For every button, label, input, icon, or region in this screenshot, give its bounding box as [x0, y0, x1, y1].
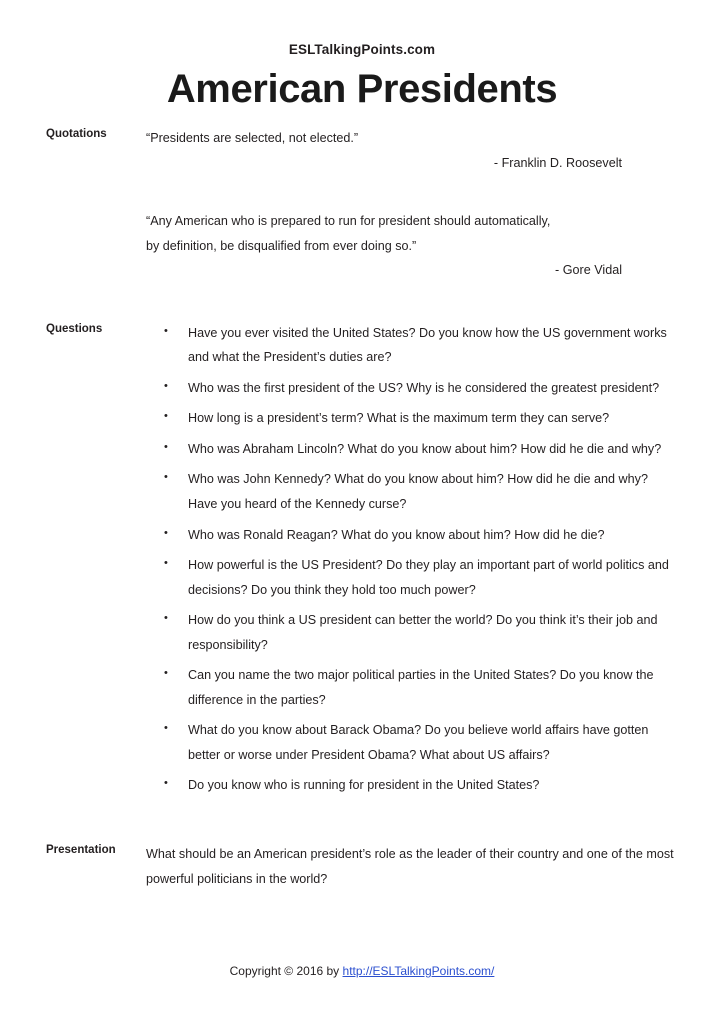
question-text: Can you name the two major political parties in the United States? Do you know the difference in the parties? [188, 668, 654, 707]
presentation-text: What should be an American president’s role as the leader of their country and one of the most powerful politicians in the world? [146, 847, 674, 886]
bullet-icon: • [164, 777, 168, 790]
quotation-2-line-2: by definition, be disqualified from ever doing so.” [146, 238, 417, 253]
copyright-text: Copyright © 2016 by [229, 964, 343, 978]
question-text: Have you ever visited the United States? Do you know how the US government works and what the President’s duties are? [188, 325, 667, 365]
list-item [146, 553, 678, 602]
question-text: Do you know who is running for president in the United States? [188, 778, 540, 793]
quotation-2-attribution: - Gore Vidal [555, 263, 622, 278]
presentation-label: Presentation [46, 844, 116, 857]
list-item [146, 437, 678, 462]
list-item [146, 608, 678, 657]
footer [0, 964, 724, 978]
presentation-content [146, 842, 678, 891]
question-text: How long is a president’s term? What is the maximum term they can serve? [188, 411, 610, 426]
bullet-icon: • [164, 557, 168, 570]
bullet-icon: • [164, 667, 168, 680]
quotation-1-attribution: - Franklin D. Roosevelt [493, 155, 622, 170]
quotations-section [46, 126, 678, 283]
bullet-icon: • [164, 612, 168, 625]
question-text: What do you know about Barack Obama? Do you believe world affairs have gotten better or worse under President Obama? What about US affairs? [188, 723, 649, 762]
questions-list [146, 321, 678, 798]
site-link[interactable]: http://ESLTalkingPoints.com/ [342, 964, 495, 978]
bullet-icon: • [164, 526, 168, 539]
question-text: Who was the first president of the US? Why is he considered the greatest president? [188, 380, 660, 395]
list-item [146, 406, 678, 431]
questions-label: Questions [46, 322, 103, 335]
bullet-icon: • [164, 471, 168, 484]
site-name: ESLTalkingPoints.com [288, 42, 436, 57]
list-item [146, 718, 678, 767]
presentation-section [46, 842, 678, 891]
quotations-label: Quotations [46, 128, 107, 140]
question-text: Who was Ronald Reagan? What do you know about him? How did he die? [188, 527, 605, 542]
list-item [146, 376, 678, 401]
question-text: Who was Abraham Lincoln? What do you know about him? How did he die and why? [188, 441, 662, 456]
question-text: How powerful is the US President? Do they play an important part of world politics and decisions? Do you think they hold too much power? [188, 558, 669, 597]
bullet-icon: • [164, 324, 168, 337]
quotations-content [146, 126, 678, 283]
bullet-icon: • [164, 440, 168, 453]
quotations-spacer [146, 175, 678, 209]
questions-section [46, 321, 678, 804]
question-text: Who was John Kennedy? What do you know about him? How did he die and why? Have you heard of the Kennedy curse? [188, 472, 648, 512]
bullet-icon: • [164, 722, 168, 735]
list-item [146, 523, 678, 548]
list-item [146, 467, 678, 516]
question-text: How do you think a US president can better the world? Do you think it’s their job and responsibility? [188, 613, 658, 652]
quotation-1-text: “Presidents are selected, not elected.” [146, 131, 359, 145]
list-item [146, 321, 678, 370]
bullet-icon: • [164, 379, 168, 392]
list-item [146, 773, 678, 798]
bullet-icon: • [164, 410, 168, 423]
quotation-2-line-1: “Any American who is prepared to run for president should automatically, [146, 214, 551, 229]
page-title: American Presidents [166, 67, 558, 111]
list-item [146, 663, 678, 712]
questions-content [146, 321, 678, 804]
